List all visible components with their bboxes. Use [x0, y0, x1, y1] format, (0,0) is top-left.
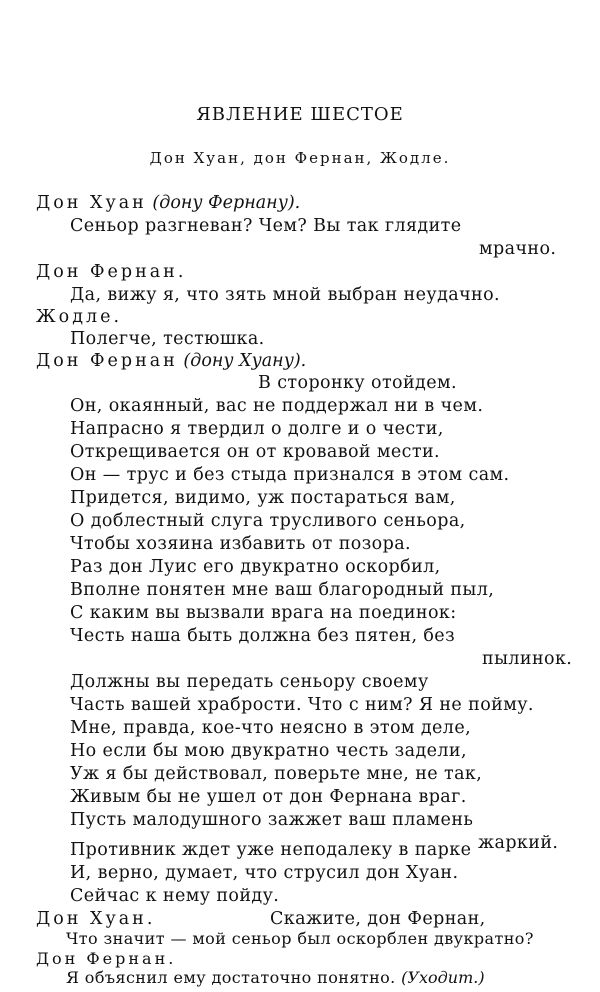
verse-line-half: В сторонку отойдем.	[258, 373, 457, 393]
verse-line-continuation: жаркий.	[478, 833, 559, 853]
speaker-line	[36, 908, 155, 930]
verse-line: Да, вижу я, что зять мной выбран неудачно.	[70, 285, 501, 305]
scene-title: ЯВЛЕНИЕ ШЕСТОЕ	[196, 104, 404, 125]
speaker-name: Дон Фернан.	[36, 262, 187, 282]
stage-direction: (Уходит.)	[401, 968, 485, 987]
speaker-line	[36, 192, 300, 214]
verse-line: Пусть малодушного зажжет ваш пламень	[70, 810, 474, 830]
verse-line: Придется, видимо, уж постараться вам,	[70, 488, 456, 508]
verse-line-half: Скажите, дон Фернан,	[270, 909, 486, 929]
verse-line: Должны вы передать сеньору своему	[70, 672, 429, 692]
speaker-name: Дон Хуан	[36, 193, 147, 213]
verse-line: Живым бы не ушел от дон Фернана враг.	[70, 787, 467, 807]
verse-line: Открещивается он от кровавой мести.	[70, 442, 440, 462]
verse-line: И, верно, думает, что струсил дон Хуан.	[70, 863, 459, 883]
verse-line: Сеньор разгневан? Чем? Вы так глядите	[70, 216, 462, 236]
stage-direction: (дону Хуану).	[183, 351, 307, 371]
verse-line: Часть вашей храбрости. Что с ним? Я не пойму.	[70, 695, 534, 715]
verse-line-continuation: пылинок.	[482, 649, 573, 669]
speaker-name: Дон Фернан	[36, 351, 178, 371]
verse-line: Полегче, тестюшка.	[70, 329, 265, 349]
speaker-line	[36, 350, 306, 372]
verse-line: Чтобы хозяина избавить от позора.	[70, 534, 412, 554]
speaker-name: Жодле.	[36, 307, 123, 327]
stage-direction: (дону Фернану).	[152, 193, 301, 213]
verse-line: Сейчас к нему пойду.	[70, 886, 280, 906]
speaker-name: Дон Хуан.	[36, 909, 156, 929]
verse-text: Я объяснил ему достаточно понятно.	[66, 968, 402, 987]
verse-line: Напрасно я твердил о долге и о чести,	[70, 419, 444, 439]
verse-line: Честь наша быть должна без пятен, без	[70, 626, 456, 646]
verse-line: Противник ждет уже неподалеку в парке	[70, 840, 472, 860]
verse-line: Раз дон Луис его двукратно оскорбил,	[70, 557, 441, 577]
verse-line: О доблестный слуга трусливого сеньора,	[70, 511, 466, 531]
verse-line: Но если бы мою двукратно честь задели,	[70, 741, 467, 761]
verse-line: С каким вы вызвали врага на поединок:	[70, 603, 457, 623]
verse-line: Что значит — мой сеньор был оскорблен двукратно?	[66, 929, 534, 948]
verse-line: Уж я бы действовал, поверьте мне, не так,	[70, 764, 483, 784]
final-verse-line	[66, 968, 485, 988]
scene-cast: Дон Хуан, дон Фернан, Жодле.	[149, 149, 451, 167]
verse-line: Он — трус и без стыда признался в этом сам.	[70, 465, 510, 485]
verse-line: Мне, правда, кое-что неясно в этом деле,	[70, 718, 472, 738]
verse-line: Вполне понятен мне ваш благородный пыл,	[70, 580, 495, 600]
verse-line: Он, окаянный, вас не поддержал ни в чем.	[70, 396, 484, 416]
speaker-name: Дон Фернан.	[36, 949, 177, 968]
verse-line-continuation: мрачно.	[479, 239, 557, 259]
